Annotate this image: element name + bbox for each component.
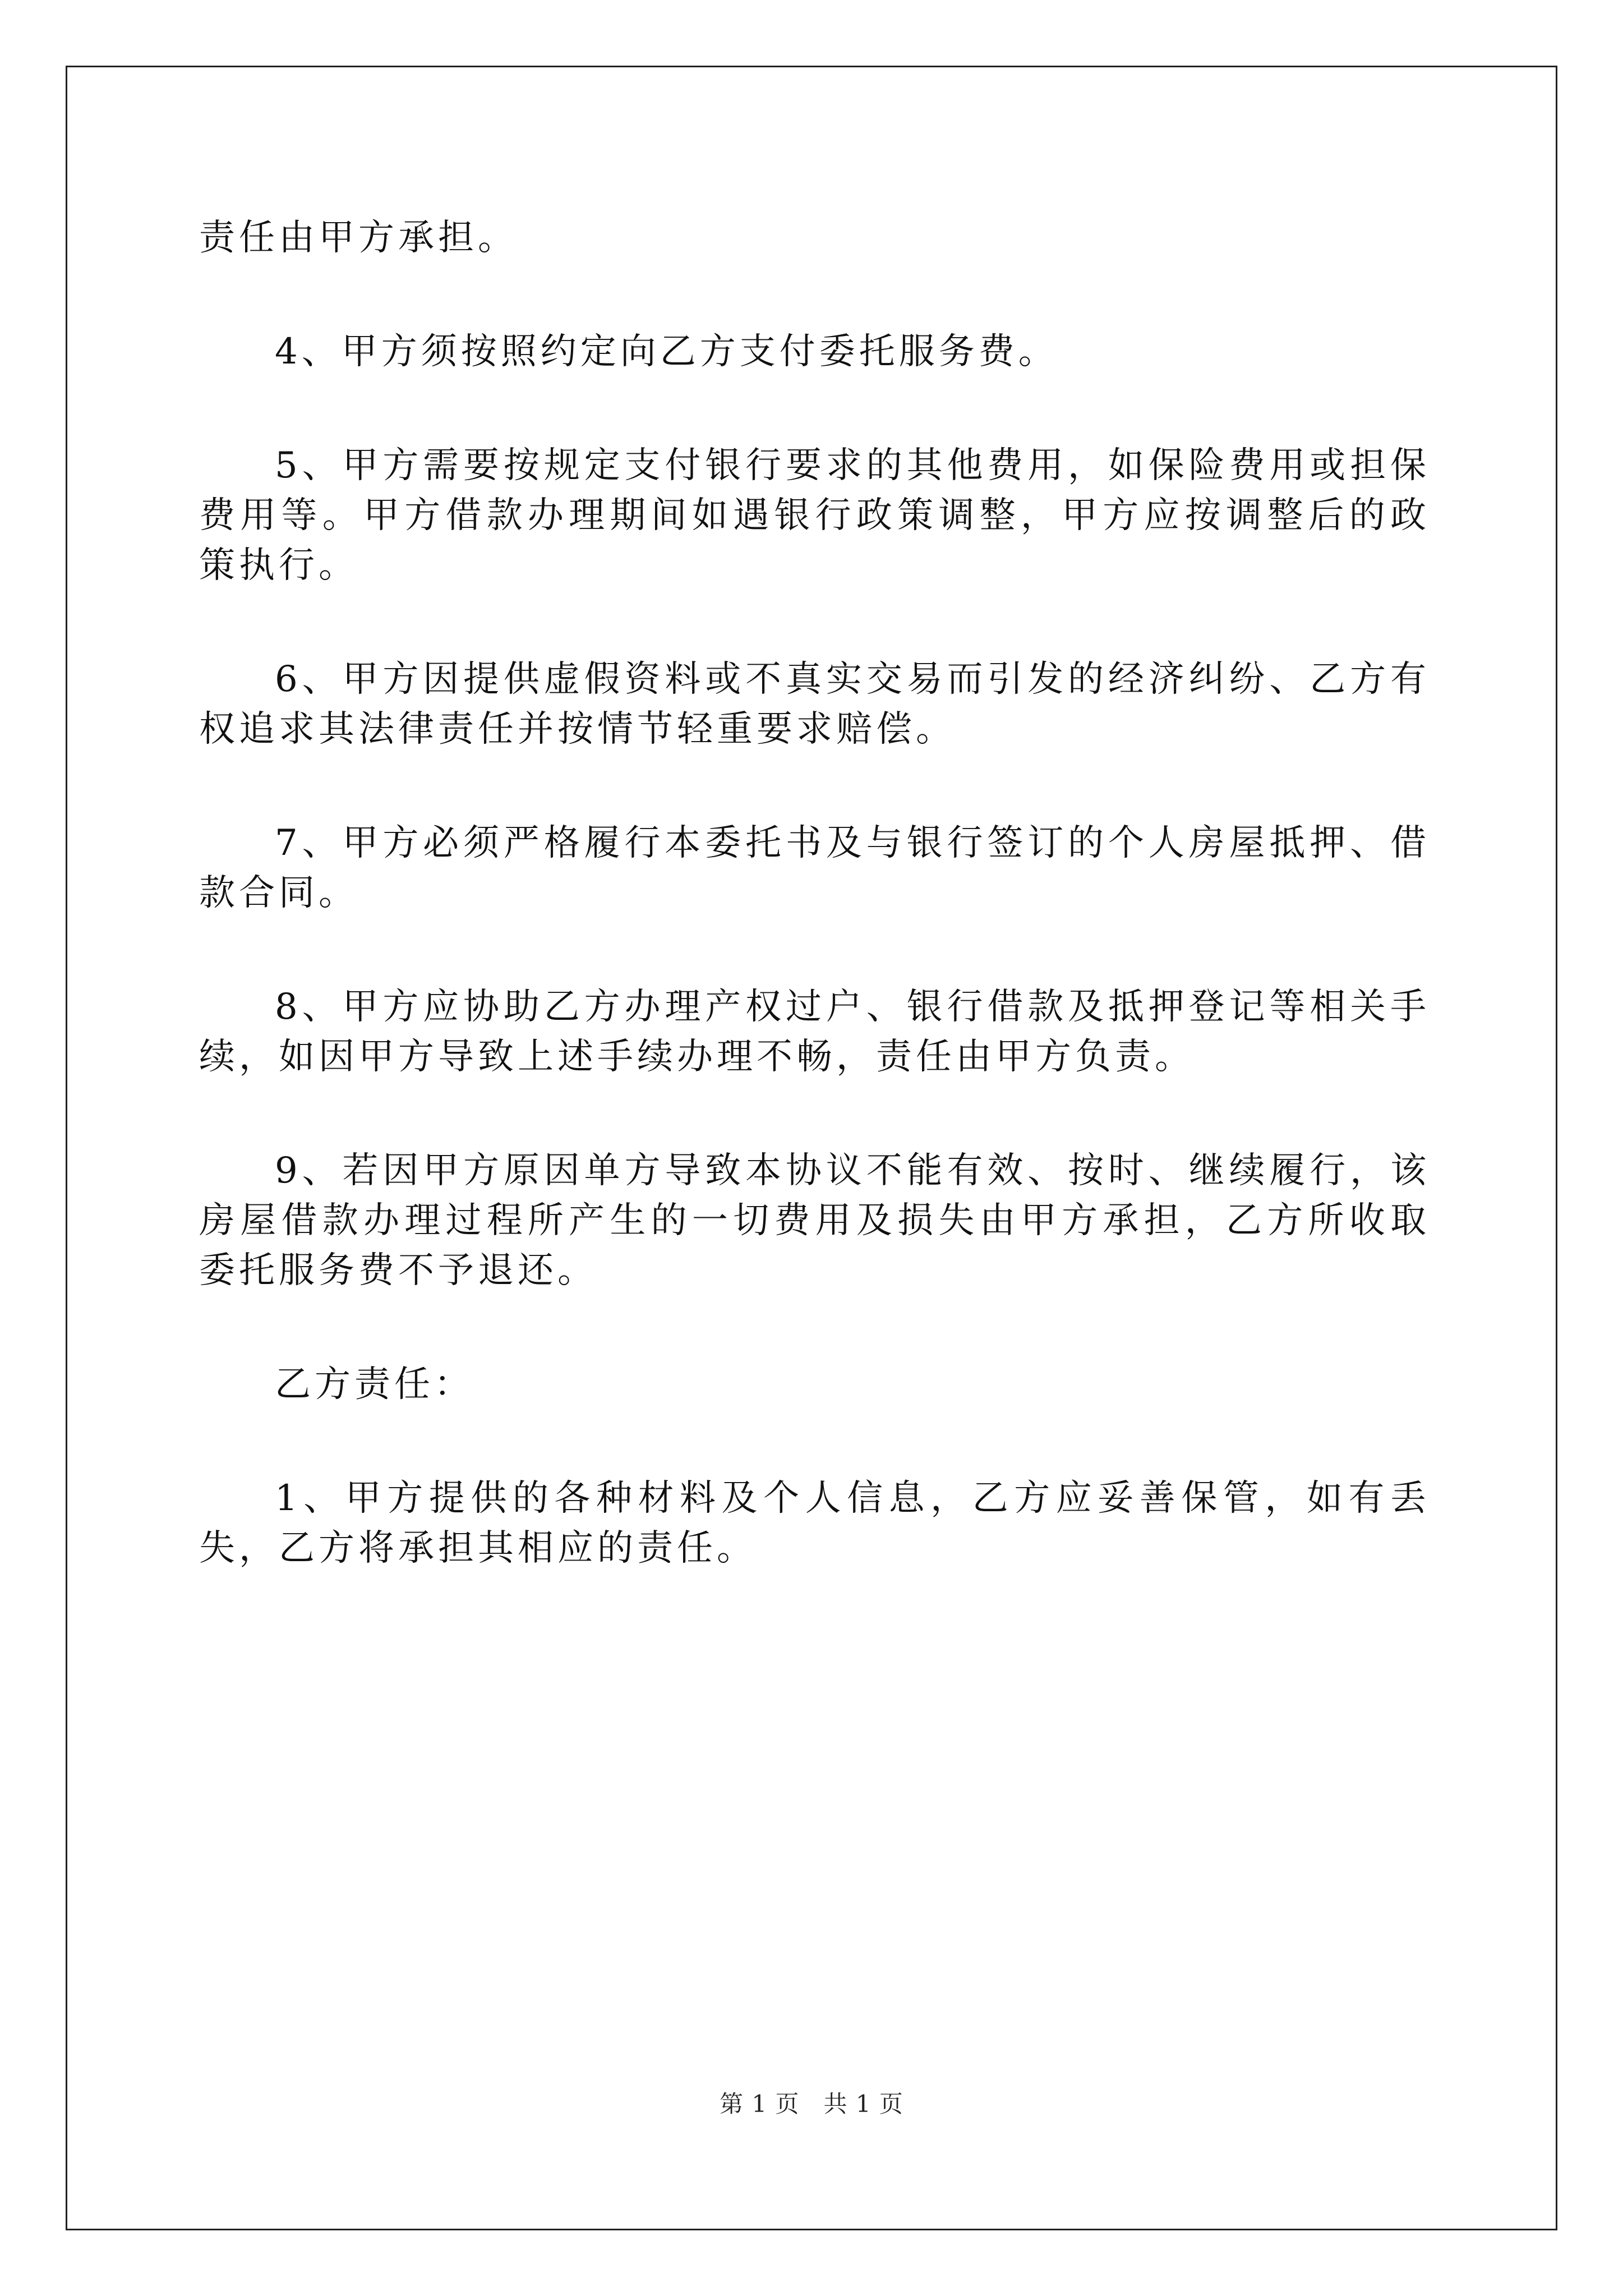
paragraph-continuation: 责任由甲方承担。	[199, 217, 518, 259]
paragraph-item-5: 5、甲方需要按规定支付银行要求的其他费用，如保险费用或担保费用等。甲方借款办理期间如遇银行政策调整，甲方应按调整后的政策执行。	[199, 445, 1430, 586]
document-body	[199, 213, 1430, 1637]
paragraph-item-6: 6、甲方因提供虚假资料或不真实交易而引发的经济纠纷、乙方有权追求其法律责任并按情节轻重要求赔偿。	[199, 659, 1430, 750]
paragraph-item-9: 9、若因甲方原因单方导致本协议不能有效、按时、继续履行，该房屋借款办理过程所产生的一切费用及损失由甲方承担，乙方所收取委托服务费不予退还。	[199, 1150, 1430, 1291]
paragraph-item-8: 8、甲方应协助乙方办理产权过户、银行借款及抵押登记等相关手续，如因甲方导致上述手续办理不畅，责任由甲方负责。	[199, 986, 1430, 1078]
paragraph-item-7: 7、甲方必须严格履行本委托书及与银行签订的个人房屋抵押、借款合同。	[199, 822, 1430, 914]
section-heading-party-b: 乙方责任：	[275, 1364, 474, 1405]
paragraph-item-4: 4、甲方须按照约定向乙方支付委托服务费。	[275, 331, 1058, 372]
page-number-footer: 第 1 页 共 1 页	[720, 2090, 903, 2118]
paragraph-party-b-item-1: 1、甲方提供的各种材料及个人信息，乙方应妥善保管，如有丢失，乙方将承担其相应的责任。	[199, 1478, 1430, 1569]
